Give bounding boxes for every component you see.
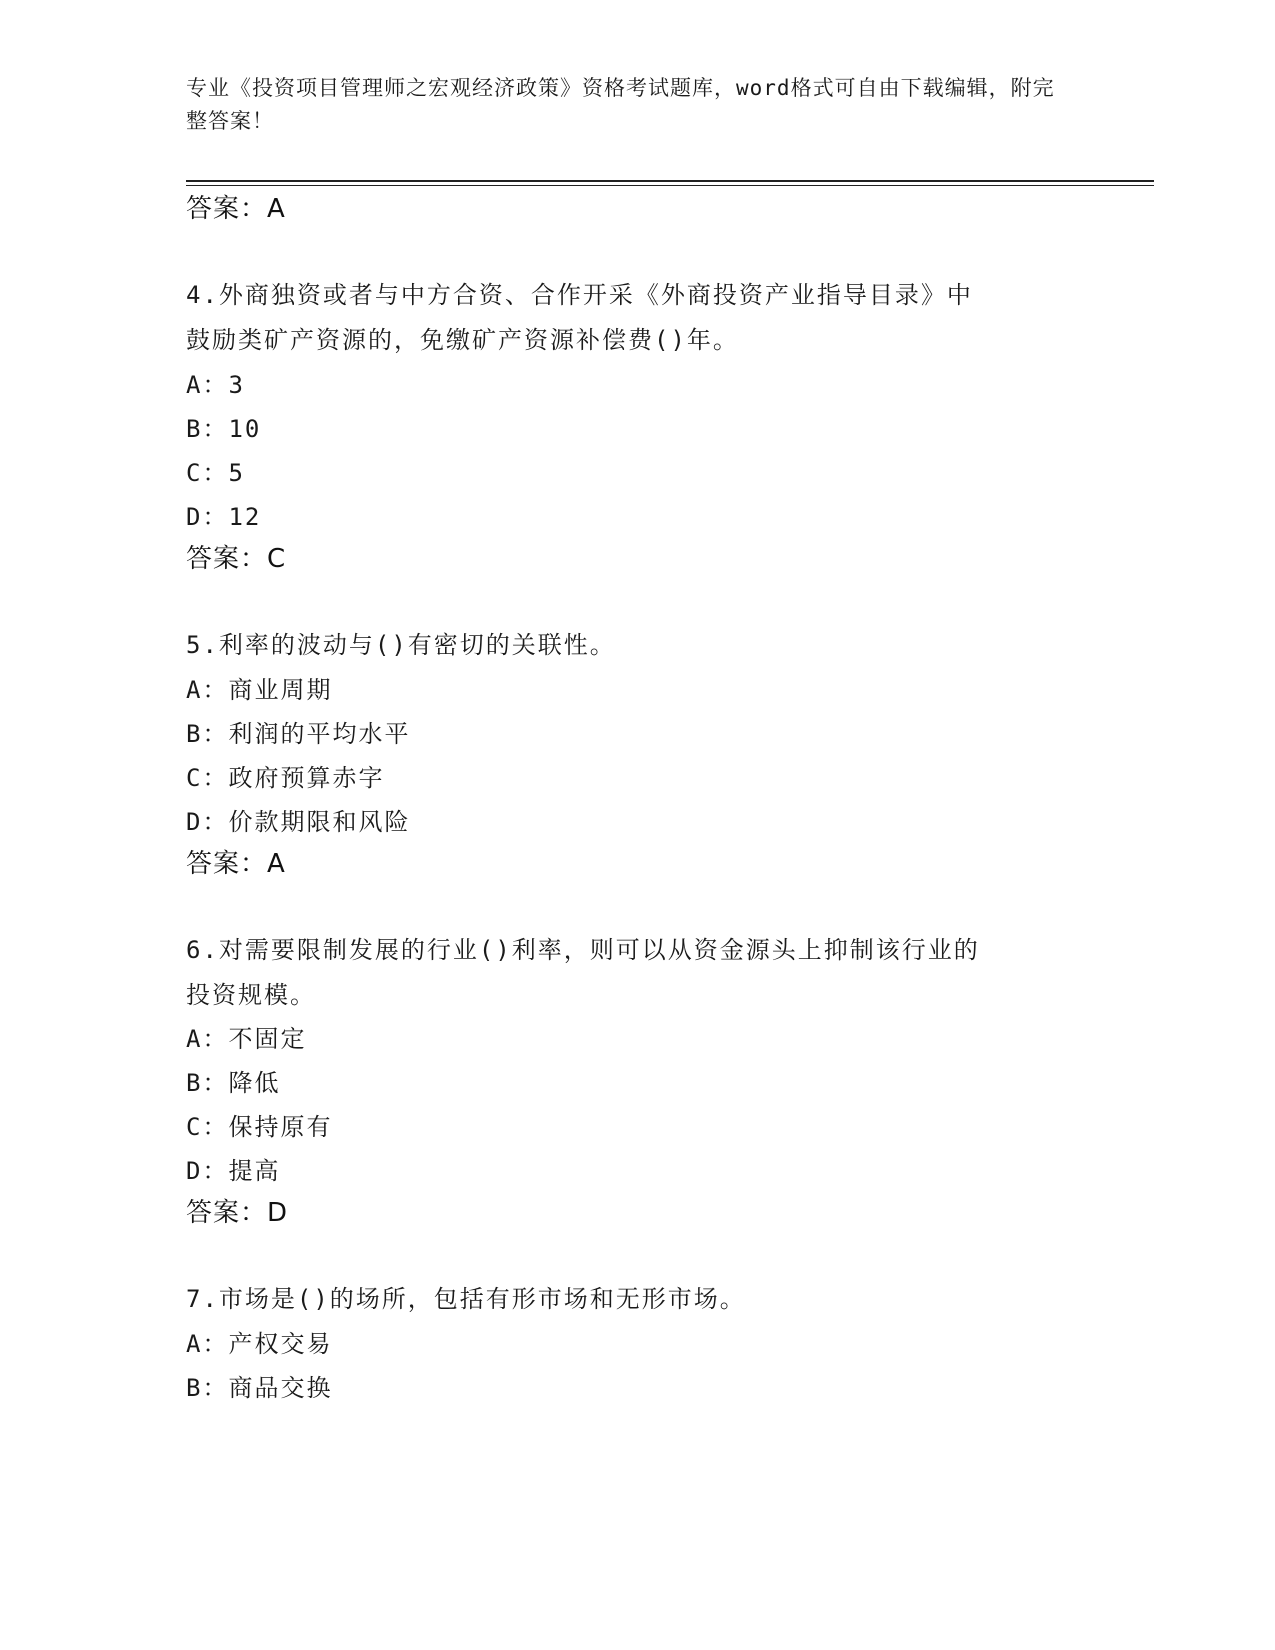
answer-label: 答案：A (186, 194, 286, 224)
question-7-option-b: B：商品交换 (186, 1374, 333, 1402)
question-4-option-b: B：10 (186, 415, 262, 443)
question-5-option-d: D：价款期限和风险 (186, 808, 411, 836)
question-7-text-line1: 7.市场是()的场所，包括有形市场和无形市场。 (186, 1285, 746, 1313)
question-4-option-c: C：5 (186, 459, 245, 487)
question-5-option-c: C：政府预算赤字 (186, 764, 385, 792)
question-6-text-line2: 投资规模。 (186, 981, 316, 1009)
question-5-answer: 答案：A (186, 849, 286, 879)
question-5-text-line1: 5.利率的波动与()有密切的关联性。 (186, 631, 616, 659)
question-7-option-a: A：产权交易 (186, 1330, 333, 1358)
question-4-option-a: A：3 (186, 371, 245, 399)
document-header-text: 专业《投资项目管理师之宏观经济政策》资格考试题库，word格式可自由下载编辑，附完整答案！ (186, 76, 1055, 133)
question-4-option-d: D：12 (186, 503, 262, 531)
question-6-option-a: A：不固定 (186, 1025, 307, 1053)
question-6-text-line1: 6.对需要限制发展的行业()利率，则可以从资金源头上抑制该行业的 (186, 936, 980, 964)
question-4-text-line2: 鼓励类矿产资源的，免缴矿产资源补偿费()年。 (186, 326, 739, 354)
question-6-answer: 答案：D (186, 1198, 289, 1228)
question-5-option-a: A：商业周期 (186, 676, 333, 704)
question-6-option-b: B：降低 (186, 1069, 281, 1097)
question-6-option-d: D：提高 (186, 1157, 281, 1185)
question-6-option-c: C：保持原有 (186, 1113, 333, 1141)
header-divider-thin (186, 185, 1154, 186)
document-header (186, 72, 1066, 138)
header-divider-thick (186, 180, 1154, 182)
question-4-text-line1: 4.外商独资或者与中方合资、合作开采《外商投资产业指导目录》中 (186, 281, 973, 309)
question-4-answer: 答案：C (186, 544, 287, 574)
question-5-option-b: B：利润的平均水平 (186, 720, 411, 748)
